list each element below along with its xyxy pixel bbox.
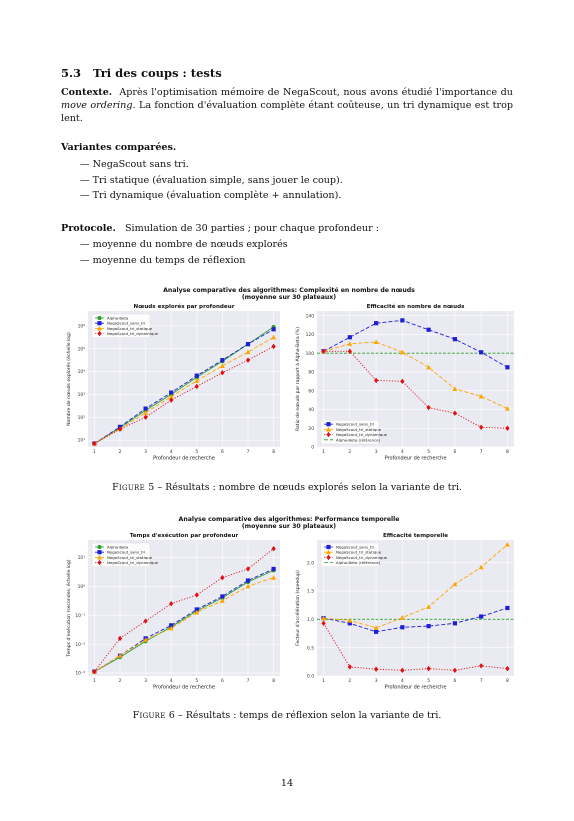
x-tick-label: 3 (374, 679, 378, 684)
y-tick-label: 10³ (77, 393, 85, 399)
data-point (479, 350, 483, 354)
data-point (453, 621, 457, 625)
legend-label: NegaScout_tri_statique (107, 554, 153, 560)
panel-title: Efficacité en nombre de nœuds (366, 304, 465, 310)
data-point (400, 625, 404, 629)
legend (92, 314, 159, 338)
data-point (374, 630, 378, 634)
y-tick-label: 80 (308, 370, 314, 376)
x-tick-label: 4 (169, 450, 173, 455)
chart-panel (294, 532, 514, 691)
legend-marker (326, 545, 330, 549)
x-tick-label: 1 (322, 679, 325, 684)
legend-label: Alpha-Beta (référence) (336, 437, 381, 443)
variants-heading: Variantes comparées. (61, 142, 177, 153)
x-tick-label: 1 (93, 679, 96, 684)
y-axis-label: Facteur d'accélération (speedup) (296, 570, 301, 646)
legend-marker (97, 550, 101, 554)
data-point (169, 391, 173, 395)
x-tick-label: 1 (93, 450, 96, 455)
section-title: Tri des coups : tests (93, 66, 222, 80)
legend-label: Alpha-Beta (107, 315, 129, 321)
data-point (479, 614, 483, 618)
context-text-c: . La fonction d'évaluation complète étant coûteuse, un tri dynamique est trop lent. (61, 100, 513, 125)
data-point (220, 358, 224, 362)
x-tick-label: 8 (272, 450, 275, 455)
legend (321, 543, 388, 567)
x-tick-label: 6 (453, 679, 457, 684)
y-tick-label: 0 (311, 445, 314, 451)
data-point (220, 594, 224, 598)
data-point (505, 365, 509, 369)
figure-5-chart (58, 284, 520, 464)
y-tick-label: 100 (305, 351, 314, 357)
y-tick-label: 20 (308, 426, 314, 432)
data-point (246, 342, 250, 346)
section-heading (61, 66, 222, 80)
y-tick-label: 10⁶ (77, 324, 85, 330)
x-tick-label: 8 (272, 679, 275, 684)
x-tick-label: 3 (144, 450, 147, 455)
data-point (427, 328, 431, 332)
x-tick-label: 2 (118, 679, 122, 684)
legend-marker (326, 422, 330, 426)
x-axis-label: Profondeur de recherche (384, 684, 447, 691)
data-point (144, 407, 148, 411)
legend-label: Alpha-Beta (référence) (336, 560, 381, 566)
data-point (505, 606, 509, 610)
figure-6-caption: Figure 6 – Résultats : temps de réflexion selon la variante de tri. (132, 710, 442, 721)
legend-marker (97, 316, 101, 320)
x-tick-label: 5 (195, 679, 199, 684)
x-tick-label: 5 (427, 679, 431, 684)
legend-label: NegaScout_tri_dynamique (336, 432, 388, 438)
legend-label: NegaScout_tri_statique (336, 549, 382, 555)
y-tick-label: 10⁰ (77, 584, 85, 590)
panel-title: Nœuds explorés par profondeur (133, 304, 235, 310)
figure-title: (moyenne sur 30 plateaux) (241, 294, 337, 301)
section-number: 5.3 (61, 66, 82, 80)
legend (321, 420, 388, 444)
legend-label: NegaScout_tri_dynamique (107, 331, 159, 337)
y-tick-label: 10⁻³ (75, 671, 85, 677)
legend-label: NegaScout_tri_dynamique (336, 554, 388, 560)
data-point (453, 337, 457, 341)
x-tick-label: 8 (506, 679, 509, 684)
protocol-list (80, 237, 288, 268)
chart-panel (294, 303, 514, 462)
x-tick-label: 4 (400, 450, 404, 455)
x-tick-label: 2 (118, 450, 122, 455)
x-tick-label: 7 (246, 679, 250, 684)
y-axis-label: Temps d'exécution (secondes, échelle log) (67, 559, 72, 657)
page-number: 14 (280, 778, 294, 789)
x-tick-label: 4 (169, 679, 173, 684)
x-tick-label: 3 (374, 450, 378, 455)
x-tick-label: 4 (400, 679, 404, 684)
panel-title: Temps d'exécution par profondeur (129, 533, 239, 539)
x-tick-label: 6 (453, 450, 457, 455)
context-label: Contexte. (61, 87, 113, 98)
x-tick-label: 7 (479, 679, 483, 684)
data-point (272, 567, 276, 571)
figure-title: (moyenne sur 30 plateaux) (241, 523, 337, 530)
protocol-paragraph (61, 222, 513, 235)
y-tick-label: 60 (308, 389, 314, 395)
data-point (272, 327, 276, 331)
chart-panel (65, 303, 280, 462)
list-item: — moyenne du temps de réflexion (80, 253, 288, 269)
data-point (195, 374, 199, 378)
x-tick-label: 7 (246, 450, 250, 455)
x-tick-label: 8 (506, 450, 509, 455)
x-tick-label: 5 (427, 450, 431, 455)
x-axis-label: Profondeur de recherche (153, 455, 215, 462)
x-tick-label: 6 (221, 450, 224, 455)
y-tick-label: 1.5 (307, 589, 314, 595)
list-item: — moyenne du nombre de nœuds explorés (80, 237, 288, 253)
figure-title: Analyse comparative des algorithmes: Performance temporelle (178, 516, 400, 523)
y-tick-label: 10⁵ (77, 347, 85, 353)
list-item: — Tri statique (évaluation simple, sans jouer le coup). (80, 173, 343, 189)
context-text-a: Après l'optimisation mémoire de NegaScout, nous avons étudié l'importance du (119, 87, 513, 98)
y-axis-label: Ratio de nœuds par rapport à Alpha-Beta (%) (296, 326, 301, 432)
context-italic: move ordering (61, 100, 133, 112)
legend-marker (97, 321, 101, 325)
list-item: — Tri dynamique (évaluation complète + annulation). (80, 188, 343, 204)
data-point (400, 318, 404, 322)
data-point (427, 624, 431, 628)
variants-list (80, 157, 343, 204)
protocol-label: Protocole. (61, 223, 116, 234)
x-tick-label: 1 (322, 450, 325, 455)
x-tick-label: 5 (195, 450, 199, 455)
legend-label: NegaScout_sans_tri (336, 421, 375, 427)
x-tick-label: 2 (348, 450, 352, 455)
x-tick-label: 7 (479, 450, 483, 455)
y-tick-label: 10⁻¹ (75, 613, 85, 619)
legend-marker (97, 545, 101, 549)
y-tick-label: 40 (308, 408, 314, 414)
x-tick-label: 2 (348, 679, 352, 684)
y-tick-label: 10⁴ (77, 370, 85, 376)
y-axis-label: Nombre de nœuds explorés (échelle log) (67, 332, 72, 426)
x-tick-label: 6 (221, 679, 224, 684)
data-point (348, 335, 352, 339)
y-tick-label: 140 (305, 314, 314, 320)
y-tick-label: 0.0 (307, 674, 314, 680)
legend-label: NegaScout_tri_dynamique (107, 560, 159, 566)
legend (92, 543, 159, 567)
data-point (246, 578, 250, 582)
legend-label: NegaScout_tri_statique (107, 325, 153, 331)
panel-title: Efficacité temporelle (382, 533, 449, 539)
y-tick-label: 10¹ (77, 555, 85, 561)
y-tick-label: 10² (77, 415, 85, 421)
list-item: — NegaScout sans tri. (80, 157, 343, 173)
chart-panel (65, 532, 280, 691)
x-axis-label: Profondeur de recherche (384, 455, 447, 462)
figure-title: Analyse comparative des algorithmes: Complexité en nombre de nœuds (163, 287, 415, 294)
legend-label: NegaScout_sans_tri (107, 549, 146, 555)
x-tick-label: 3 (144, 679, 147, 684)
legend-label: NegaScout_tri_statique (336, 426, 382, 432)
figure-5-caption: Figure 5 – Résultats : nombre de nœuds explorés selon la variante de tri. (112, 482, 462, 493)
y-tick-label: 0.5 (307, 646, 314, 652)
x-axis-label: Profondeur de recherche (153, 684, 215, 691)
legend-label: NegaScout_sans_tri (336, 544, 375, 550)
figure-6-chart (58, 513, 520, 693)
protocol-text: Simulation de 30 parties ; pour chaque profondeur : (124, 223, 379, 234)
y-tick-label: 10¹ (77, 438, 85, 444)
y-tick-label: 2.0 (307, 561, 314, 567)
legend-label: NegaScout_sans_tri (107, 320, 146, 326)
data-point (374, 321, 378, 325)
legend-label: Alpha-Beta (107, 544, 129, 550)
y-tick-label: 120 (305, 333, 314, 339)
y-tick-label: 1.0 (307, 617, 314, 623)
context-paragraph (61, 86, 513, 126)
y-tick-label: 10⁻² (75, 642, 85, 648)
